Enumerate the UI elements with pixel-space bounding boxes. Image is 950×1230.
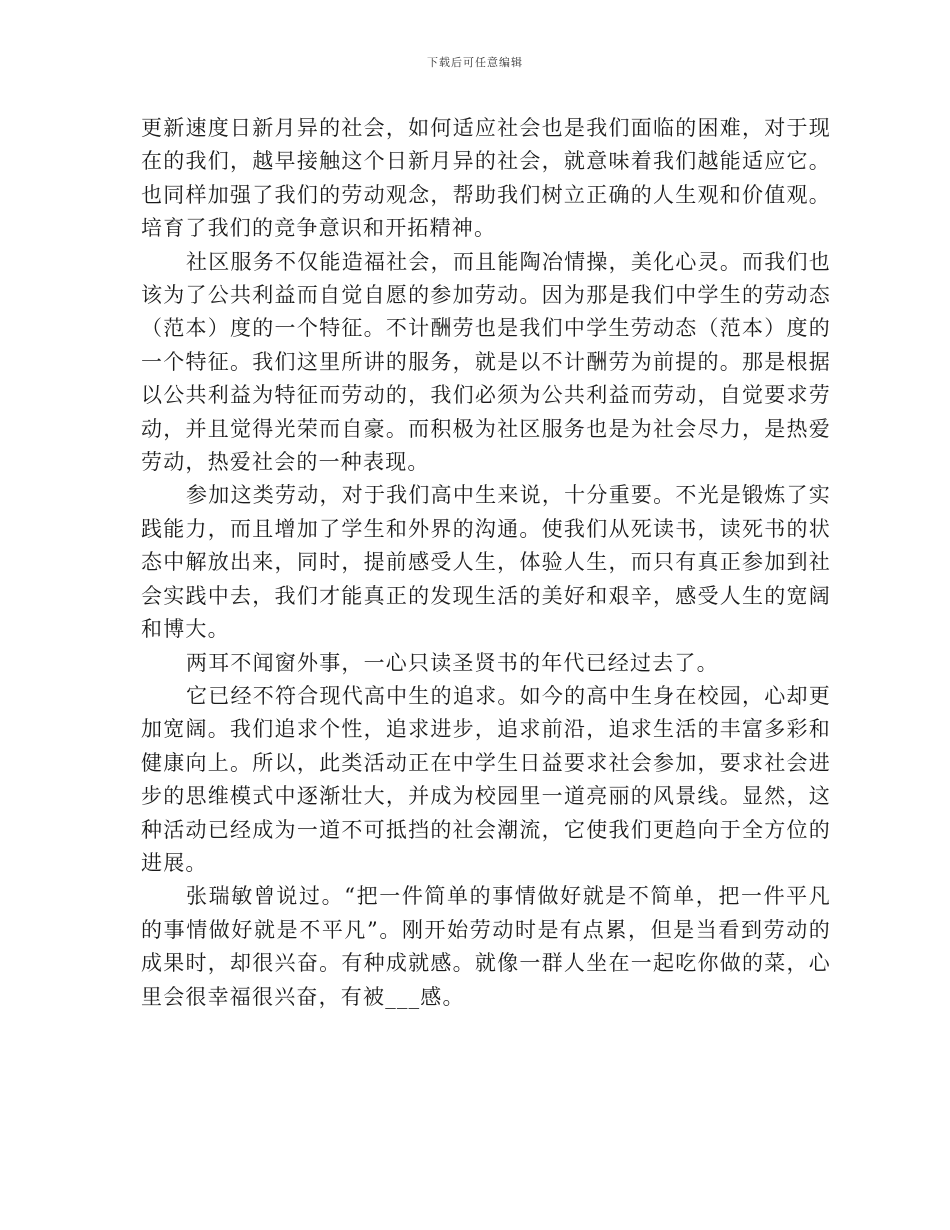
paragraph-6: 张瑞敏曾说过。“把一件简单的事情做好就是不简单，把一件平凡的事情做好就是不平凡”。刚开始劳动时是有点累，但是当看到劳动的成果时，却很兴奋。有种成就感。就像一群人坐在一起吃你做的菜，心里会很幸福很兴奋，有被___感。 — [141, 884, 831, 1009]
document-body — [141, 112, 831, 1014]
paragraph-3: 参加这类劳动，对于我们高中生来说，十分重要。不光是锻炼了实践能力，而且增加了学生和外界的沟通。使我们从死读书，读死书的状态中解放出来，同时，提前感受人生，体验人生，而只有真正参加到社会实践中去，我们才能真正的发现生活的美好和艰辛，感受人生的宽阔和博大。 — [141, 483, 831, 642]
paragraph-1: 更新速度日新月异的社会，如何适应社会也是我们面临的困难，对于现在的我们，越早接触这个日新月异的社会，就意味着我们越能适应它。也同样加强了我们的劳动观念，帮助我们树立正确的人生观和价值观。培育了我们的竞争意识和开拓精神。 — [141, 116, 831, 241]
page-header: 下载后可任意编辑 — [427, 56, 523, 69]
paragraph-4: 两耳不闻窗外事，一心只读圣贤书的年代已经过去了。 — [186, 650, 719, 675]
paragraph-2: 社区服务不仅能造福社会，而且能陶冶情操，美化心灵。而我们也该为了公共利益而自觉自愿的参加劳动。因为那是我们中学生的劳动态（范本）度的一个特征。不计酬劳也是我们中学生劳动态（范本）度的一个特征。我们这里所讲的服务，就是以不计酬劳为前提的。那是根据以公共利益为特征而劳动的，我们必须为公共利益而劳动，自觉要求劳动，并且觉得光荣而自豪。而积极为社区服务也是为社会尽力，是热爱劳动，热爱社会的一种表现。 — [141, 249, 831, 475]
paragraph-5: 它已经不符合现代高中生的追求。如今的高中生身在校园，心却更加宽阔。我们追求个性，追求进步，追求前沿，追求生活的丰富多彩和健康向上。所以，此类活动正在中学生日益要求社会参加，要求社会进步的思维模式中逐渐壮大，并成为校园里一道亮丽的风景线。显然，这种活动已经成为一道不可抵挡的社会潮流，它使我们更趋向于全方位的进展。 — [141, 683, 831, 875]
